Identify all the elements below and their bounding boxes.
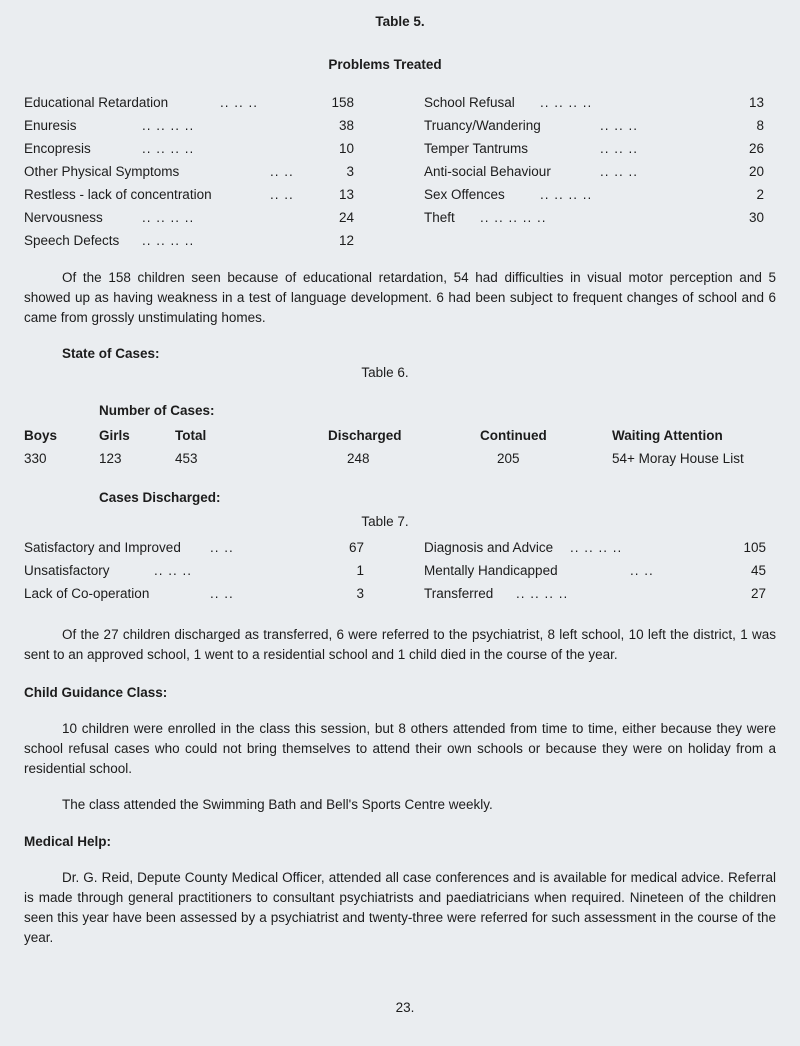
- row-label: Anti-social Behaviour: [424, 164, 551, 179]
- row-label: Theft: [424, 210, 455, 225]
- row-dots: .. .. ..: [600, 164, 639, 179]
- row-label: Other Physical Symptoms: [24, 164, 180, 179]
- row-value: 13: [748, 95, 764, 110]
- row-label: Speech Defects: [24, 233, 120, 248]
- row-dots: .. .. .. ..: [142, 118, 195, 133]
- row-dots: .. .. ..: [600, 141, 639, 156]
- row-value: 1: [356, 563, 364, 578]
- table5-row: [24, 95, 360, 115]
- row-value: 12: [338, 233, 354, 248]
- row-label: School Refusal: [424, 95, 515, 110]
- table5-row: [24, 187, 360, 207]
- row-label: Nervousness: [24, 210, 103, 225]
- row-dots: .. .. .. ..: [540, 187, 593, 202]
- row-value: 158: [331, 95, 354, 110]
- continued-value: 205: [497, 451, 520, 466]
- row-dots: .. ..: [270, 164, 294, 179]
- row-value: 45: [750, 563, 766, 578]
- table7-row: [424, 540, 769, 560]
- row-label: Satisfactory and Improved: [24, 540, 181, 555]
- table5-row: [424, 95, 769, 115]
- row-dots: .. ..: [270, 187, 294, 202]
- row-value: 3: [346, 164, 354, 179]
- row-label: Mentally Handicapped: [424, 563, 558, 578]
- row-value: 105: [743, 540, 766, 555]
- paragraph-medical-help: Dr. G. Reid, Depute County Medical Officer, attended all case conferences and is available for medical advice. Referral is made through general practitioners to consultant psychiatrists and paediatricians when required. Nineteen of the children seen this year have been assessed by a psychiatrist and twenty-three were referred for such assessment in the course of the year.: [24, 870, 776, 945]
- row-label: Unsatisfactory: [24, 563, 110, 578]
- row-value: 30: [748, 210, 764, 225]
- row-value: 20: [748, 164, 764, 179]
- table7-row: [24, 540, 364, 560]
- row-label: Restless - lack of concentration: [24, 187, 212, 202]
- table5-title: Problems Treated: [328, 57, 442, 72]
- row-label: Diagnosis and Advice: [424, 540, 554, 555]
- table5-label: Table 5.: [375, 14, 425, 29]
- table7-label: Table 7.: [361, 514, 409, 529]
- row-label: Enuresis: [24, 118, 77, 133]
- row-dots: .. .. .. ..: [142, 210, 195, 225]
- girls-value: 123: [99, 451, 122, 466]
- number-of-cases-heading: Number of Cases:: [99, 403, 215, 418]
- table5-row: [424, 164, 769, 184]
- row-dots: .. .. .. ..: [142, 233, 195, 248]
- row-label: Truancy/Wandering: [424, 118, 541, 133]
- row-dots: .. .. .. ..: [142, 141, 195, 156]
- table5-row: [24, 118, 360, 138]
- row-dots: .. .. ..: [600, 118, 639, 133]
- row-value: 67: [348, 540, 364, 555]
- row-dots: .. ..: [210, 586, 234, 601]
- medical-help-heading: Medical Help:: [24, 834, 112, 849]
- row-label: Temper Tantrums: [424, 141, 529, 156]
- table5-row: [24, 233, 360, 253]
- table5-row: [424, 187, 769, 207]
- girls-header: Girls: [99, 428, 130, 443]
- row-value: 3: [356, 586, 364, 601]
- waiting-attention-header: Waiting Attention: [612, 428, 723, 443]
- table5-row: [424, 118, 769, 138]
- paragraph-swimming: The class attended the Swimming Bath and Bell's Sports Centre weekly.: [62, 797, 493, 812]
- row-dots: .. .. ..: [154, 563, 193, 578]
- paragraph-class-enrolment: 10 children were enrolled in the class this session, but 8 others attended from time to time, either because they were school refusal cases who could not bring themselves to attend their own schools or because they were on holiday from a residential school.: [24, 721, 776, 776]
- child-guidance-class-heading: Child Guidance Class:: [24, 685, 168, 700]
- table5-row: [24, 210, 360, 230]
- row-value: 13: [338, 187, 354, 202]
- table7-row: [24, 586, 364, 606]
- row-dots: .. ..: [210, 540, 234, 555]
- row-dots: .. .. .. ..: [516, 586, 569, 601]
- discharged-header: Discharged: [328, 428, 402, 443]
- table6-label: Table 6.: [361, 365, 409, 380]
- total-header: Total: [175, 428, 207, 443]
- row-label: Educational Retardation: [24, 95, 169, 110]
- row-value: 24: [338, 210, 354, 225]
- row-dots: .. .. ..: [220, 95, 259, 110]
- continued-header: Continued: [480, 428, 547, 443]
- row-dots: .. .. .. ..: [540, 95, 593, 110]
- row-label: Sex Offences: [424, 187, 505, 202]
- page-number: 23.: [395, 1000, 415, 1015]
- row-dots: .. .. .. .. ..: [480, 210, 547, 225]
- table5-row: [24, 141, 360, 161]
- boys-header: Boys: [24, 428, 58, 443]
- table5-row: [24, 164, 360, 184]
- cases-discharged-heading: Cases Discharged:: [99, 490, 221, 505]
- state-of-cases-heading: State of Cases:: [62, 346, 160, 361]
- table7-row: [424, 563, 769, 583]
- row-value: 27: [750, 586, 766, 601]
- row-dots: .. ..: [630, 563, 654, 578]
- boys-value: 330: [24, 451, 47, 466]
- row-value: 26: [748, 141, 764, 156]
- row-label: Encopresis: [24, 141, 91, 156]
- row-value: 2: [756, 187, 764, 202]
- paragraph-transferred: Of the 27 children discharged as transferred, 6 were referred to the psychiatrist, 8 left school, 10 left the district, 1 was sent to an approved school, 1 went to a residential school and 1 child died in the course of the year.: [24, 627, 776, 662]
- row-label: Lack of Co-operation: [24, 586, 150, 601]
- row-dots: .. .. .. ..: [570, 540, 623, 555]
- table7-row: [24, 563, 364, 583]
- row-value: 38: [338, 118, 354, 133]
- table7-row: [424, 586, 769, 606]
- paragraph-educational-retardation: Of the 158 children seen because of educational retardation, 54 had difficulties in visual motor perception and 5 showed up as having weakness in a test of language development. 6 had been subject to frequent changes of school and 6 came from grossly unstimulating homes.: [24, 270, 776, 325]
- table5-row: [424, 210, 769, 230]
- table5-row: [424, 141, 769, 161]
- discharged-value: 248: [347, 451, 370, 466]
- row-value: 10: [338, 141, 354, 156]
- waiting-attention-value: 54+ Moray House List: [612, 451, 744, 466]
- total-value: 453: [175, 451, 198, 466]
- row-label: Transferred: [424, 586, 494, 601]
- row-value: 8: [756, 118, 764, 133]
